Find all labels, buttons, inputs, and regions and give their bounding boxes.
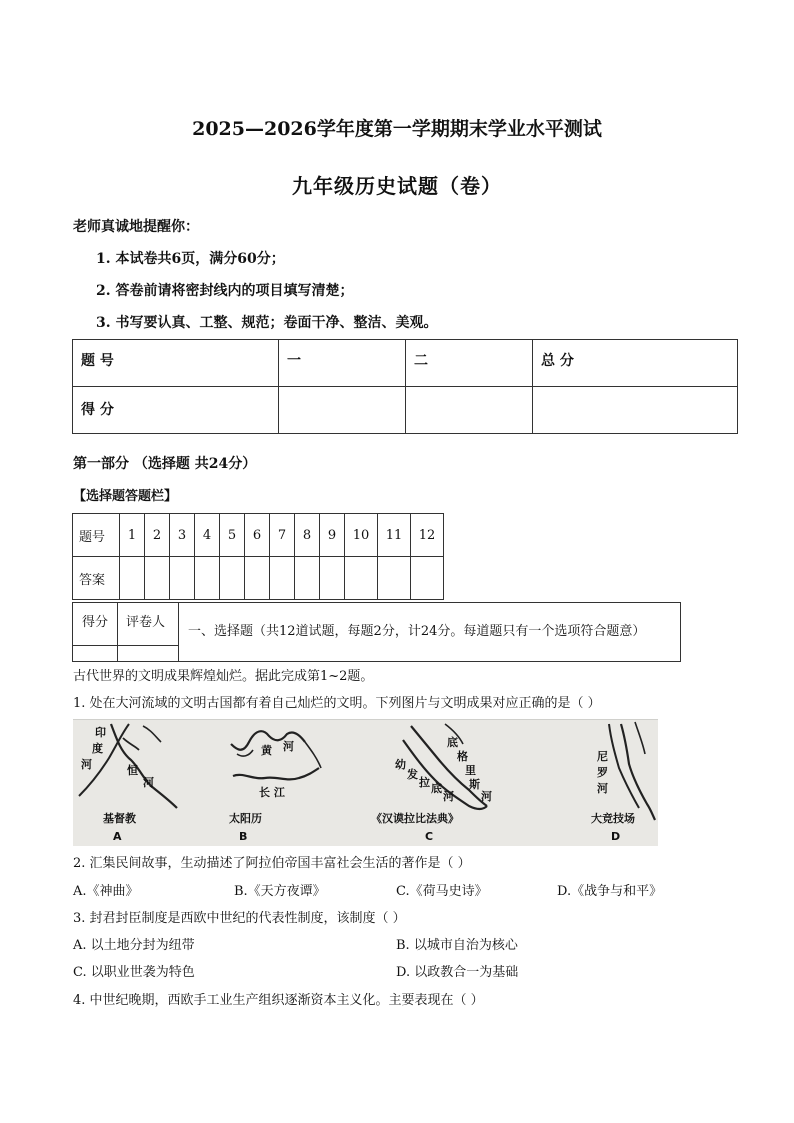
score-input-cell[interactable] xyxy=(406,387,533,434)
answer-cell[interactable] xyxy=(345,557,378,600)
map-label: 河 xyxy=(81,758,92,771)
grader-name-label: 评卷人 xyxy=(117,602,179,646)
map-label: 尼 xyxy=(597,750,608,763)
river-maps-illustration xyxy=(73,720,658,846)
exam-subtitle: 九年级历史试题（卷） xyxy=(292,174,502,198)
reminder-item: 3. 书写要认真、工整、规范；卷面干净、整洁、美观。 xyxy=(96,315,438,331)
option-a[interactable]: A.《神曲》 xyxy=(73,884,139,899)
map-label: 发 xyxy=(407,768,418,781)
map-label: 河 xyxy=(443,790,454,803)
map-label: 恒 xyxy=(127,764,138,777)
panel-letter: B xyxy=(239,830,248,843)
grader-score-label: 得分 xyxy=(72,602,118,646)
score-header-cell: 一 xyxy=(279,340,406,387)
section-instruction: 一、选择题（共12道试题，每题2分，计24分。每道题只有一个选项符合题意） xyxy=(178,602,681,662)
option-b[interactable]: B.《天方夜谭》 xyxy=(234,884,326,899)
score-header-cell: 题 号 xyxy=(73,340,279,387)
question-number: 2 xyxy=(145,514,170,557)
question-stem: 1. 处在大河流域的文明古国都有着自己灿烂的文明。下列图片与文明成果对应正确的是（ ） xyxy=(73,696,601,711)
score-table xyxy=(72,339,738,434)
option-d[interactable]: D.《战争与和平》 xyxy=(557,884,663,899)
panel-a xyxy=(79,724,177,843)
question-number: 11 xyxy=(378,514,411,557)
question-number: 9 xyxy=(320,514,345,557)
map-label: 斯 xyxy=(469,778,480,791)
reminder-item: 1. 本试卷共6页，满分60分； xyxy=(96,251,285,267)
grader-name-field[interactable] xyxy=(117,645,179,662)
reminder-item: 2. 答卷前请将密封线内的项目填写清楚； xyxy=(96,283,354,299)
panel-letter: D xyxy=(611,830,621,843)
answer-cell[interactable] xyxy=(411,557,444,600)
answer-cell[interactable] xyxy=(145,557,170,600)
map-label: 格 xyxy=(457,750,468,763)
grader-score-field[interactable] xyxy=(72,645,118,662)
question-number: 7 xyxy=(270,514,295,557)
answer-cell[interactable] xyxy=(220,557,245,600)
section-title: 第一部分 （选择题 共24分） xyxy=(73,456,257,472)
score-input-cell[interactable] xyxy=(279,387,406,434)
map-label: 度 xyxy=(92,742,103,755)
question-number: 6 xyxy=(245,514,270,557)
panel-caption: 基督教 xyxy=(103,812,136,825)
map-label: 河 xyxy=(481,790,492,803)
question-number: 1 xyxy=(120,514,145,557)
answer-cell[interactable] xyxy=(170,557,195,600)
panel-c xyxy=(371,724,492,843)
answer-cell[interactable] xyxy=(378,557,411,600)
reminder-heading: 老师真诚地提醒你： xyxy=(73,219,199,235)
river-maps-figure xyxy=(73,719,658,846)
answer-bar-label: 【选择题答题栏】 xyxy=(73,489,178,504)
answer-table xyxy=(72,513,444,600)
map-label: 底 xyxy=(431,782,442,795)
option-a[interactable]: A. 以土地分封为纽带 xyxy=(73,938,195,953)
answer-cell[interactable] xyxy=(245,557,270,600)
panel-d xyxy=(591,722,655,843)
map-label: 底 xyxy=(447,736,458,749)
question-stem: 2. 汇集民间故事，生动描述了阿拉伯帝国丰富社会生活的著作是（ ） xyxy=(73,856,471,871)
map-label: 长 江 xyxy=(259,786,285,799)
question-number: 4 xyxy=(195,514,220,557)
map-label: 里 xyxy=(465,764,476,777)
map-label: 幼 xyxy=(395,758,406,771)
map-label: 拉 xyxy=(419,776,430,789)
question-stem: 3. 封君封臣制度是西欧中世纪的代表性制度，该制度（ ） xyxy=(73,911,406,926)
answer-cell[interactable] xyxy=(295,557,320,600)
question-number: 10 xyxy=(345,514,378,557)
panel-caption: 大竞技场 xyxy=(591,812,635,825)
map-label: 河 xyxy=(597,782,608,795)
score-header-cell: 二 xyxy=(406,340,533,387)
question-stem: 4. 中世纪晚期，西欧手工业生产组织逐渐资本主义化。主要表现在（ ） xyxy=(73,993,484,1008)
answer-cell[interactable] xyxy=(120,557,145,600)
answer-row-label: 答案 xyxy=(73,557,120,600)
question-number: 8 xyxy=(295,514,320,557)
option-c[interactable]: C. 以职业世袭为特色 xyxy=(73,965,195,980)
panel-caption: 《汉谟拉比法典》 xyxy=(371,812,459,825)
panel-letter: C xyxy=(425,830,434,843)
answer-cell[interactable] xyxy=(195,557,220,600)
map-label: 河 xyxy=(143,776,154,789)
score-input-cell[interactable] xyxy=(533,387,738,434)
question-number: 5 xyxy=(220,514,245,557)
map-label: 印 xyxy=(95,726,106,739)
question-intro: 古代世界的文明成果辉煌灿烂。据此完成第1~2题。 xyxy=(73,669,374,684)
map-label: 黄 xyxy=(261,744,272,757)
score-row-label: 得 分 xyxy=(73,387,279,434)
score-header-cell: 总 分 xyxy=(533,340,738,387)
option-d[interactable]: D. 以政教合一为基础 xyxy=(396,965,519,980)
answer-row-label: 题号 xyxy=(73,514,120,557)
question-number: 12 xyxy=(411,514,444,557)
option-b[interactable]: B. 以城市自治为核心 xyxy=(396,938,518,953)
map-label: 河 xyxy=(283,740,294,753)
map-label: 罗 xyxy=(597,766,608,779)
panel-caption: 太阳历 xyxy=(229,812,262,825)
question-number: 3 xyxy=(170,514,195,557)
exam-title: 2025—2026学年度第一学期期末学业水平测试 xyxy=(192,118,602,140)
option-c[interactable]: C.《荷马史诗》 xyxy=(396,884,488,899)
answer-cell[interactable] xyxy=(270,557,295,600)
panel-letter: A xyxy=(113,830,122,843)
answer-cell[interactable] xyxy=(320,557,345,600)
panel-b xyxy=(229,731,321,843)
